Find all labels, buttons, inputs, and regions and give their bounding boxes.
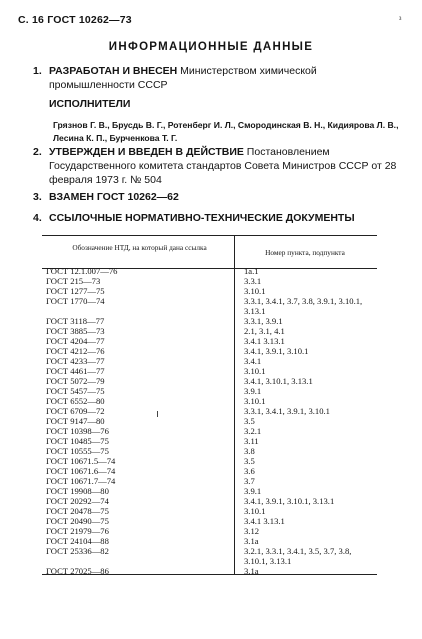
- points-cell: 3.1а: [244, 536, 259, 546]
- points-cell: 3.10.1: [244, 366, 266, 376]
- document-cell: ГОСТ 5072—79: [46, 376, 105, 386]
- points-cell: 3.3.1, 3.9.1: [244, 316, 283, 326]
- document-cell: ГОСТ 20490—75: [46, 516, 109, 526]
- document-cell: ГОСТ 12.1.007—76: [46, 266, 118, 276]
- document-cell: ГОСТ 27025—86: [46, 566, 109, 576]
- page-mark: ³: [399, 15, 402, 24]
- points-cell: 3.3.1, 3.4.1, 3.9.1, 3.10.1: [244, 406, 330, 416]
- document-cell: ГОСТ 10398—76: [46, 426, 109, 436]
- document-cell: ГОСТ 1770—74: [46, 296, 105, 306]
- page-header: С. 16 ГОСТ 10262—73: [18, 14, 132, 26]
- document-cell: ГОСТ 4212—76: [46, 346, 105, 356]
- points-cell: 3.10.1: [244, 286, 266, 296]
- section-heading: ВЗАМЕН ГОСТ 10262—62: [49, 191, 179, 203]
- page-title: ИНФОРМАЦИОННЫЕ ДАННЫЕ: [108, 41, 314, 53]
- document-cell: ГОСТ 3118—77: [46, 316, 105, 326]
- points-cell: 3.1а: [244, 566, 259, 576]
- performers-heading: ИСПОЛНИТЕЛИ: [49, 98, 131, 110]
- section-number: 3.: [33, 191, 42, 203]
- performers-list: Грязнов Г. В., Брусдь В. Г., Ротенберг И. Л., Смородинская В. Н., Кидиярова Л. В., Лесина К. П., Бурченкова Т. Г.: [53, 120, 399, 143]
- document-cell: ГОСТ 1277—75: [46, 286, 105, 296]
- section-number: 1.: [33, 65, 42, 77]
- document-cell: ГОСТ 10671.6—74: [46, 466, 116, 476]
- document-cell: ГОСТ 3885—73: [46, 326, 105, 336]
- document-cell: ГОСТ 19908—80: [46, 486, 109, 496]
- document-cell: ГОСТ 6552—80: [46, 396, 105, 406]
- document-cell: ГОСТ 10485—75: [46, 436, 109, 446]
- points-cell: 3.12: [244, 526, 260, 536]
- points-cell: 3.8: [244, 446, 255, 456]
- points-cell: 3.11: [244, 436, 259, 446]
- points-cell: 3.3.1, 3.4.1, 3.7, 3.8, 3.9.1, 3.10.1, 3.13.1: [244, 296, 363, 316]
- section-heading: ССЫЛОЧНЫЕ НОРМАТИВНО-ТЕХНИЧЕСКИЕ ДОКУМЕНТЫ: [49, 212, 355, 224]
- section-1: [33, 64, 401, 92]
- points-cell: 3.4.1, 3.9.1, 3.10.1, 3.13.1: [244, 496, 335, 506]
- points-cell: 3.9.1: [244, 386, 262, 396]
- document-cell: ГОСТ 10555—75: [46, 446, 109, 456]
- document-cell: ГОСТ 20478—75: [46, 506, 109, 516]
- document-cell: ГОСТ 10671.5—74: [46, 456, 116, 466]
- stray-mark: [157, 411, 158, 417]
- points-cell: 3.10.1: [244, 506, 266, 516]
- points-cell: 3.4.1 3.13.1: [244, 516, 285, 526]
- section-number: 2.: [33, 146, 42, 158]
- document-cell: ГОСТ 10671.7—74: [46, 476, 116, 486]
- section-heading: УТВЕРЖДЕН И ВВЕДЕН В ДЕЙСТВИЕ: [49, 146, 244, 158]
- points-cell: 3.9.1: [244, 486, 262, 496]
- document-cell: ГОСТ 4204—77: [46, 336, 105, 346]
- section-heading: РАЗРАБОТАН И ВНЕСЕН: [49, 65, 178, 77]
- points-cell: 3.4.1 3.13.1: [244, 336, 285, 346]
- points-cell: 3.4.1, 3.9.1, 3.10.1: [244, 346, 309, 356]
- section-2: [33, 145, 401, 187]
- document-cell: ГОСТ 215—73: [46, 276, 101, 286]
- column-header-points: Номер пункта, подпункта: [265, 248, 345, 257]
- points-cell: 3.2.1, 3.3.1, 3.4.1, 3.5, 3.7, 3.8, 3.10.1, 3.13.1: [244, 546, 352, 566]
- section-text: Министерством химической промышленности СССР: [49, 65, 317, 91]
- document-cell: ГОСТ 21979—76: [46, 526, 109, 536]
- document-cell: ГОСТ 25336—82: [46, 546, 109, 556]
- document-cell: ГОСТ 6709—72: [46, 406, 105, 416]
- document-cell: ГОСТ 4233—77: [46, 356, 105, 366]
- section-number: 4.: [33, 212, 42, 224]
- points-cell: 3.5: [244, 416, 255, 426]
- points-cell: 3.4.1, 3.10.1, 3.13.1: [244, 376, 313, 386]
- points-cell: 3.7: [244, 476, 255, 486]
- points-cell: 2.1, 3.1, 4.1: [244, 326, 285, 336]
- section-4: [33, 211, 401, 225]
- column-header-document: Обозначение НТД, на который дана ссылка: [72, 243, 207, 252]
- document-cell: ГОСТ 24104—88: [46, 536, 109, 546]
- points-cell: 3.6: [244, 466, 255, 476]
- column-divider: [234, 236, 235, 574]
- points-cell: 3.2.1: [244, 426, 262, 436]
- points-cell: 3.3.1: [244, 276, 262, 286]
- points-cell: 1а.1: [244, 266, 259, 276]
- points-cell: 3.4.1: [244, 356, 262, 366]
- document-cell: ГОСТ 4461—77: [46, 366, 105, 376]
- section-3: [33, 190, 401, 204]
- references-table: [42, 235, 377, 575]
- points-cell: 3.5: [244, 456, 255, 466]
- document-cell: ГОСТ 5457—75: [46, 386, 105, 396]
- document-cell: ГОСТ 9147—80: [46, 416, 105, 426]
- section-text: Постановлением Государственного комитета стандартов Совета Министров СССР от 28 февраля 1973 г. № 504: [49, 146, 397, 186]
- document-cell: ГОСТ 20292—74: [46, 496, 109, 506]
- points-cell: 3.10.1: [244, 396, 266, 406]
